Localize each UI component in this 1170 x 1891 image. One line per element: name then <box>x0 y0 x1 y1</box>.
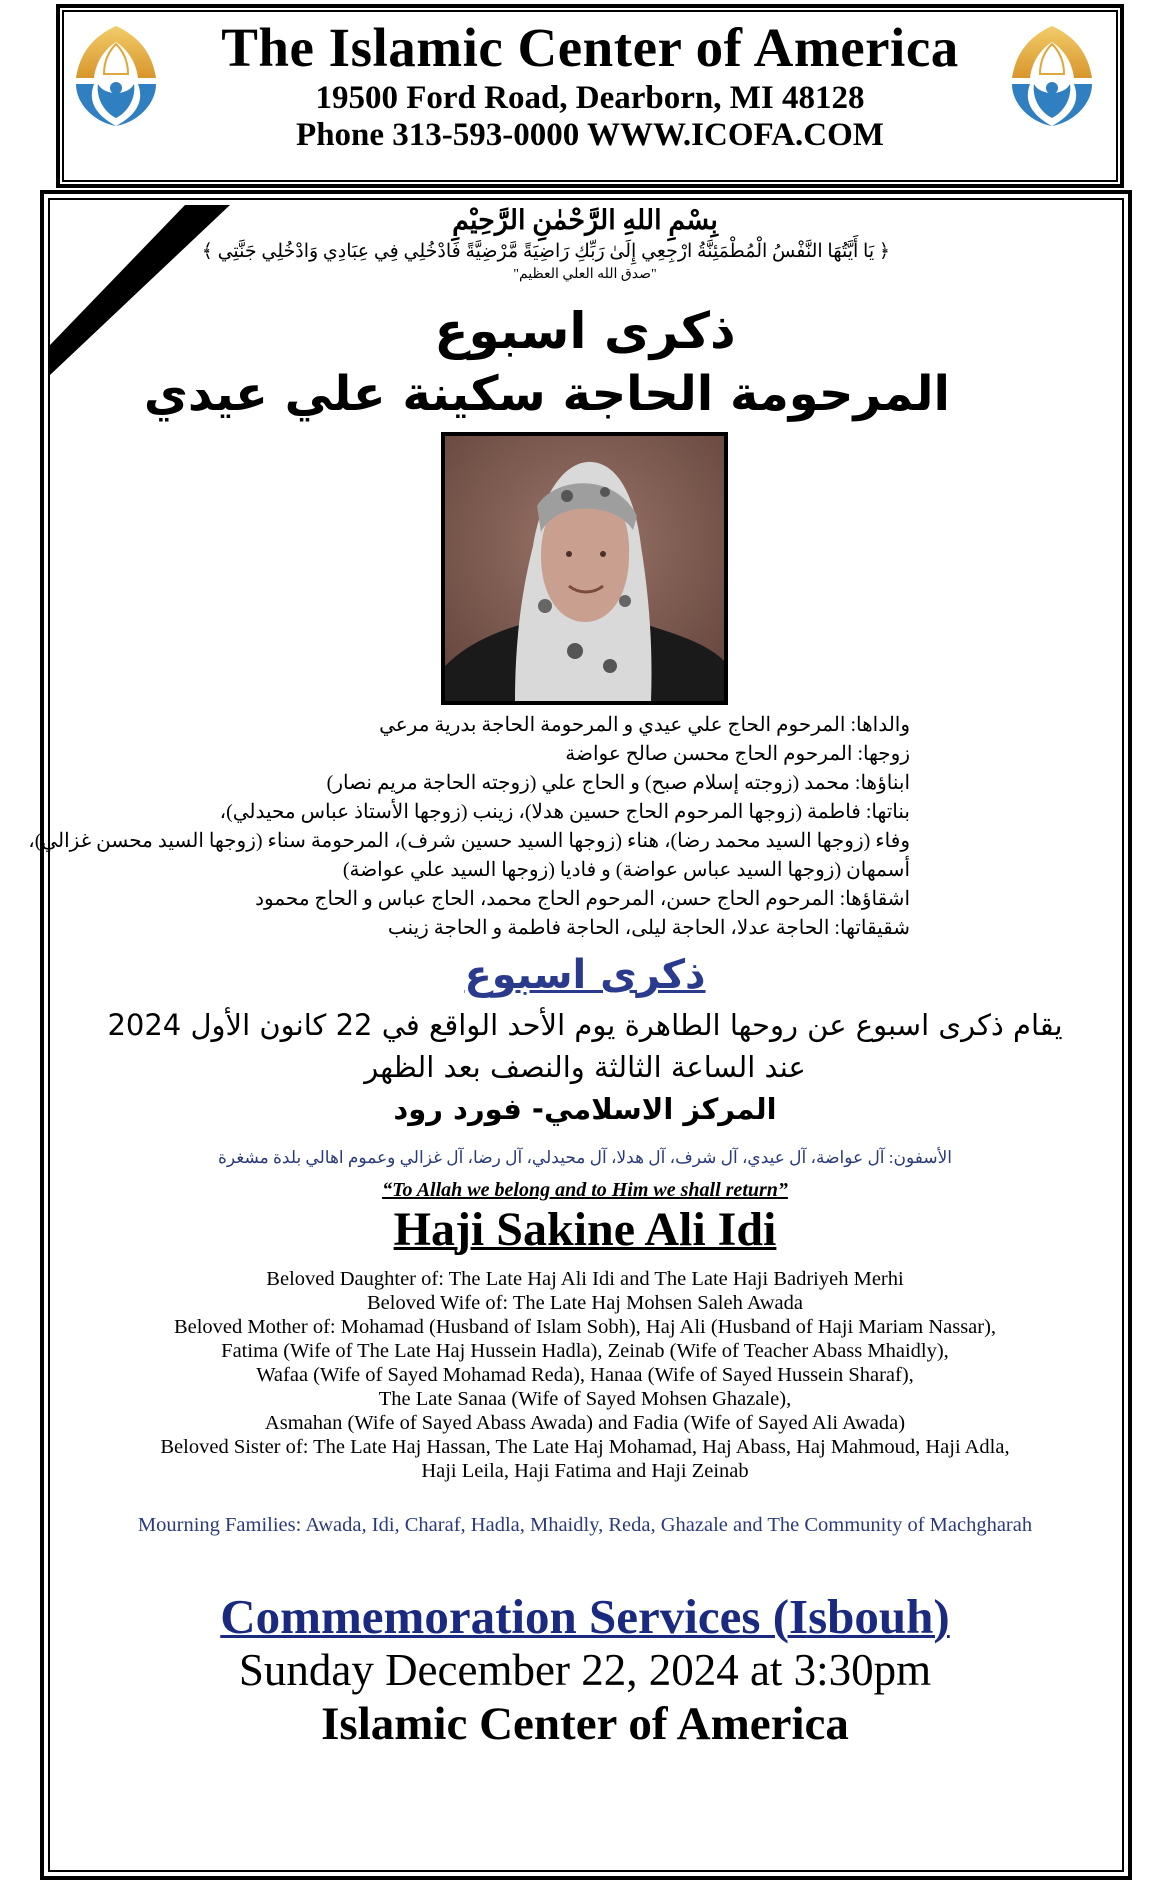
english-name: Haji Sakine Ali Idi <box>393 1203 777 1256</box>
english-family-line: The Late Sanaa (Wife of Sayed Mohsen Ghazale), <box>378 1388 792 1410</box>
portrait-image <box>445 436 724 701</box>
header-address: 19500 Ford Road, Dearborn, MI 48128 <box>315 80 865 116</box>
mourning-ribbon-icon <box>50 205 230 375</box>
arabic-mourners: الأسفون: آل عواضة، آل عيدي، آل شرف، آل هدلا، آل محيدلي، آل رضا، آل غزالي وعموم اهالي بلدة مشغرة <box>217 1148 953 1167</box>
english-family-line: Fatima (Wife of The Late Haj Hussein Hadla), Zeinab (Wife of Teacher Abass Mhaidly), <box>221 1340 949 1362</box>
english-family-line: Beloved Daughter of: The Late Haj Ali Idi and The Late Haji Badriyeh Merhi <box>266 1268 904 1290</box>
english-mourning-families: Mourning Families: Awada, Idi, Charaf, Hadla, Mhaidly, Reda, Ghazale and The Community of Machgharah <box>137 1514 1033 1536</box>
english-family-line: Asmahan (Wife of Sayed Abass Awada) and Fadia (Wife of Sayed Ali Awada) <box>264 1412 906 1434</box>
english-family-line: Wafaa (Wife of Sayed Mohamad Reda), Hanaa (Wife of Sayed Hussein Sharaf), <box>256 1364 914 1386</box>
service-datetime: Sunday December 22, 2024 at 3:30pm <box>238 1645 932 1695</box>
arabic-family-line: بناتها: فاطمة (زوجها المرحوم الحاج حسين هدلا)، زينب (زوجها الأستاذ عباس محيدلي)، <box>219 801 910 823</box>
english-family-line: Haji Leila, Haji Fatima and Haji Zeinab <box>421 1460 749 1482</box>
arabic-name: المرحومة الحاجة سكينة علي عيدي <box>143 366 950 422</box>
arabic-family-line: شقيقاتها: الحاجة عدلا، الحاجة ليلى، الحاجة فاطمة و الحاجة زينب <box>387 917 910 939</box>
deceased-portrait <box>441 432 728 705</box>
arabic-title: ذكرى اسبوع <box>434 302 736 360</box>
arabic-family-line: ابناؤها: محمد (زوجته إسلام صبح) و الحاج علي (زوجته الحاجة مريم نصار) <box>326 772 910 794</box>
header-contact: Phone 313-593-0000 WWW.ICOFA.COM <box>296 117 884 153</box>
basmala: بِسْمِ اللهِ الرَّحْمٰنِ الرَّحِيْمِ <box>452 205 718 235</box>
arabic-family-line: أسمهان (زوجها السيد عباس عواضة) و فاديا (زوجها السيد علي عواضة) <box>342 859 910 881</box>
english-family-line: Beloved Mother of: Mohamad (Husband of Islam Sobh), Haj Ali (Husband of Haji Mariam Nassar), <box>173 1316 997 1338</box>
sadaq-line: "صدق الله العلي العظيم" <box>513 267 657 282</box>
arabic-service-time: عند الساعة الثالثة والنصف بعد الظهر <box>364 1050 806 1084</box>
arabic-family-line: زوجها: المرحوم الحاج محسن صالح عواضة <box>565 743 910 765</box>
quran-verse: ﴿ يَا أَيَّتُهَا النَّفْسُ الْمُطْمَئِنَّةُ ارْجِعِي إِلَىٰ رَبِّكِ رَاضِيَةً مَّرْضِيَّةً فَادْخُلِي فِي عِبَادِي وَادْخُلِي جَنَّتِي ﴾ <box>201 241 890 262</box>
english-family-line: Beloved Wife of: The Late Haj Mohsen Saleh Awada <box>366 1292 804 1314</box>
header-title: The Islamic Center of America <box>221 17 959 78</box>
arabic-family-line: اشقاؤها: المرحوم الحاج حسن، المرحوم الحاج محمد، الحاج عباس و الحاج محمود <box>255 888 910 910</box>
english-quote: “To Allah we belong and to Him we shall return” <box>382 1179 788 1201</box>
arabic-subtitle: ذكرى اسبوع <box>464 952 706 998</box>
english-family-line: Beloved Sister of: The Late Haj Hassan, The Late Haj Mohamad, Haj Abass, Haj Mahmoud, Haji Adla, <box>160 1436 1010 1458</box>
arabic-service-line: يقام ذكرى اسبوع عن روحها الطاهرة يوم الأحد الواقع في 22 كانون الأول 2024 <box>107 1008 1063 1042</box>
arabic-family-line: وفاء (زوجها السيد محمد رضا)، هناء (زوجها السيد حسين شرف)، المرحومة سناء (زوجها السيد محسن غزالي)، <box>28 830 910 852</box>
arabic-family-line: والداها: المرحوم الحاج علي عيدي و المرحومة الحاجة بدرية مرعي <box>379 714 910 736</box>
services-title: Commemoration Services (Isbouh) <box>220 1589 950 1644</box>
arabic-service-venue: المركز الاسلامي- فورد رود <box>393 1092 777 1126</box>
service-venue: Islamic Center of America <box>321 1698 849 1750</box>
